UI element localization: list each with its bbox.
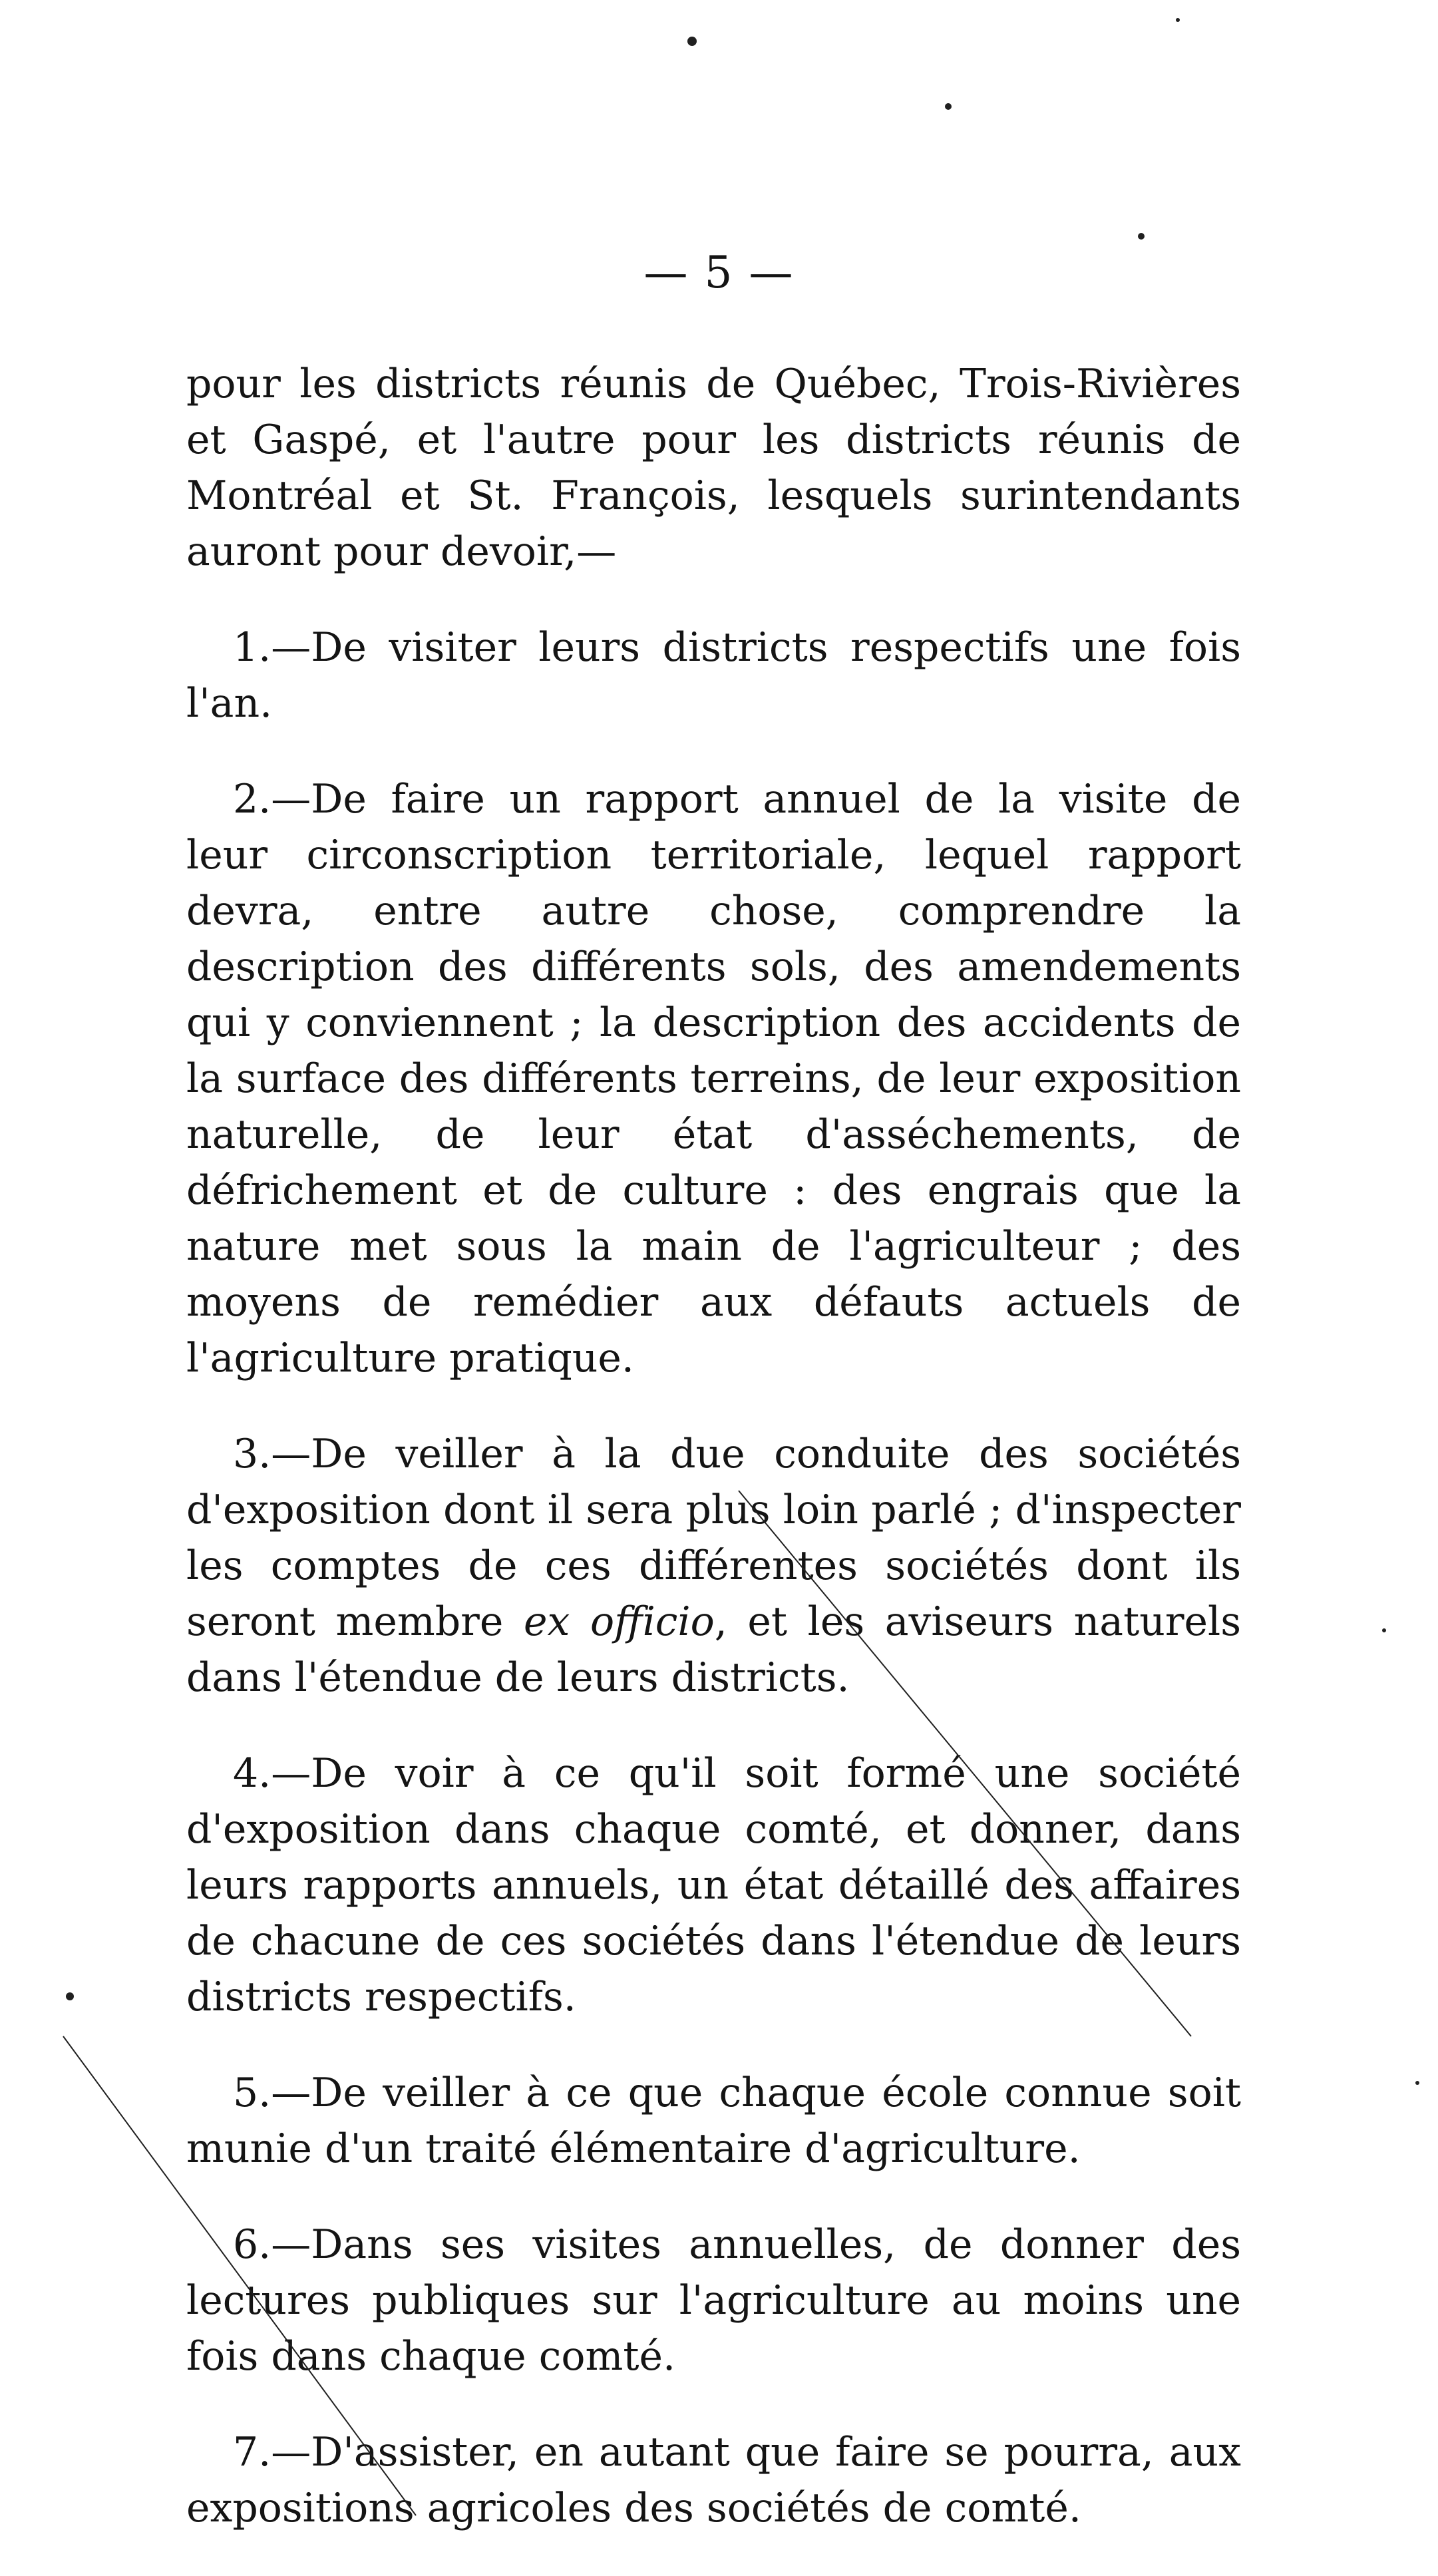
item-text: —Dans ses visites annuelles, de donner des lectures publiques sur l'agriculture au moins une fois dans chaque comté. bbox=[186, 2221, 1241, 2380]
item-text: —De voir à ce qu'il soit formé une société d'exposition dans chaque comté, et donner, dans leurs rapports annuels, un état détaillé des affaires de chacune de ces sociétés dans l'étendue de leurs districts respectifs. bbox=[186, 1750, 1241, 2020]
scan-speck bbox=[1138, 233, 1145, 240]
item-text: —De visiter leurs districts respectifs une fois l'an. bbox=[186, 624, 1241, 727]
item-text: , et les aviseurs naturels dans l'étendue de leurs districts. bbox=[186, 1598, 1242, 1701]
item-paragraph-7 bbox=[186, 2424, 1241, 2536]
page-number: — 5 — bbox=[643, 247, 795, 298]
item-number: 2. bbox=[233, 776, 271, 823]
body-text bbox=[186, 356, 1241, 2576]
item-number: 4. bbox=[233, 1750, 271, 1797]
scan-speck bbox=[687, 37, 697, 46]
item-number: 3. bbox=[233, 1431, 271, 1477]
item-number: 5. bbox=[233, 2070, 271, 2116]
item-text: —De veiller à la due conduite des sociétés d'exposition dont il sera plus loin parlé ; d'inspecter les comptes de ces différentes sociétés dont ils seront membre bbox=[186, 1431, 1241, 1645]
item-paragraph-1 bbox=[186, 620, 1241, 731]
scan-speck bbox=[1415, 2081, 1419, 2085]
item-paragraph-5 bbox=[186, 2065, 1241, 2177]
scan-speck bbox=[66, 1992, 74, 2000]
item-number: 7. bbox=[233, 2429, 271, 2476]
item-number: 1. bbox=[233, 624, 271, 671]
item-text: —D'assister, en autant que faire se pourra, aux expositions agricoles des sociétés de comté. bbox=[186, 2429, 1241, 2531]
item-text: —De veiller à ce que chaque école connue soit munie d'un traité élémentaire d'agriculture. bbox=[186, 2070, 1241, 2172]
scan-speck bbox=[1176, 18, 1180, 22]
item-paragraph-6 bbox=[186, 2217, 1241, 2384]
intro-paragraph: pour les districts réunis de Québec, Trois-Rivières et Gaspé, et l'autre pour les districts réunis de Montréal et St. François, lesquels surintendants auront pour devoir,— bbox=[186, 361, 1241, 575]
item-text-italic: ex officio bbox=[524, 1598, 715, 1645]
scan-speck bbox=[945, 103, 952, 110]
scan-speck bbox=[1382, 1628, 1386, 1632]
item-paragraph-3 bbox=[186, 1426, 1241, 1706]
item-paragraph-4 bbox=[186, 1746, 1241, 2025]
item-text: —De faire un rapport annuel de la visite de leur circonscription territoriale, lequel rapport devra, entre autre chose, comprendre la description des différents sols, des amendements qui y conviennent ; la description des accidents de la surface des différents terreins, de leur exposition naturelle, de leur état d'asséchements, de défrichement et de culture : des engrais que la nature met sous la main de l'agriculteur ; des moyens de remédier aux défauts actuels de l'agriculture pratique. bbox=[186, 776, 1241, 1381]
item-paragraph-2 bbox=[186, 771, 1241, 1386]
item-number: 6. bbox=[233, 2221, 271, 2268]
